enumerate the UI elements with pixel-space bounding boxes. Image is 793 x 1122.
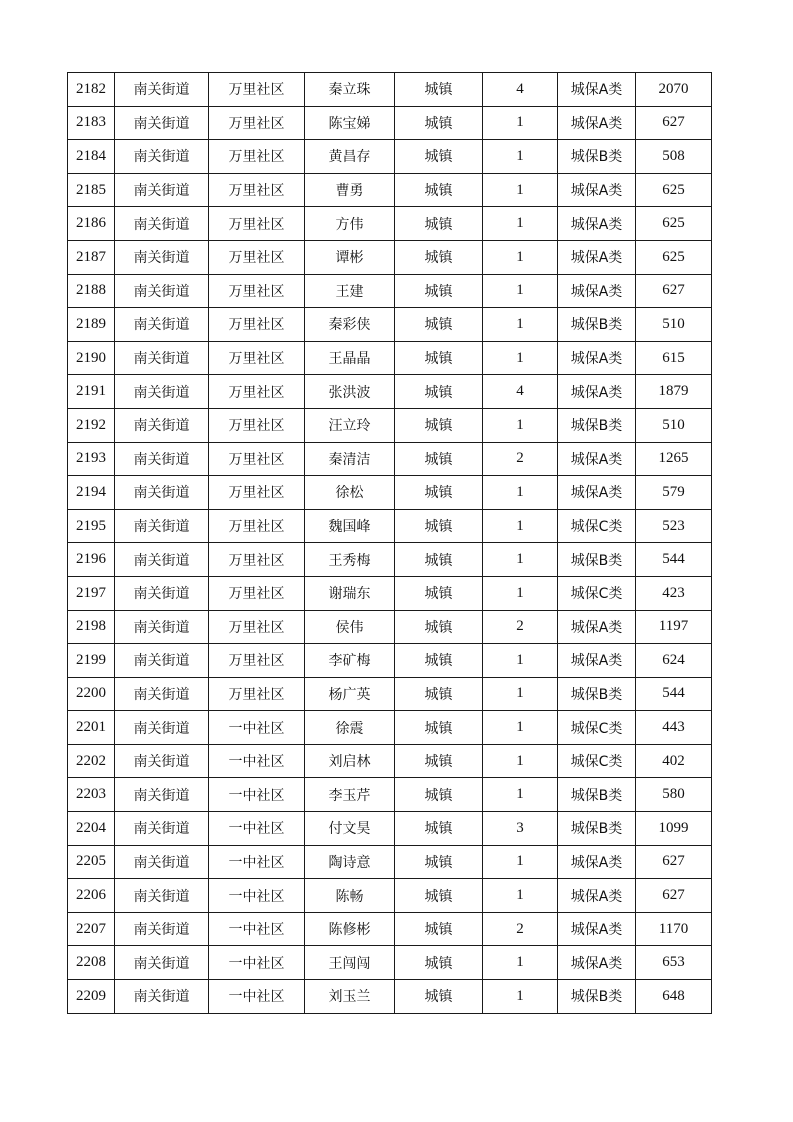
table-row [68, 845, 712, 879]
row-number-cell: 2193 [68, 442, 115, 476]
street-cell: 南关街道 [115, 644, 209, 678]
table-row [68, 140, 712, 174]
community-cell: 万里社区 [209, 476, 305, 510]
household-count-cell: 1 [483, 946, 558, 980]
street-cell: 南关街道 [115, 509, 209, 543]
street-cell: 南关街道 [115, 778, 209, 812]
community-cell: 一中社区 [209, 812, 305, 846]
row-number-cell: 2197 [68, 576, 115, 610]
street-cell: 南关街道 [115, 173, 209, 207]
row-number-cell: 2192 [68, 408, 115, 442]
row-number-cell: 2209 [68, 980, 115, 1014]
person-name-cell: 陈修彬 [305, 912, 395, 946]
household-count-cell: 4 [483, 375, 558, 409]
table-row [68, 308, 712, 342]
amount-cell: 1170 [636, 912, 712, 946]
street-cell: 南关街道 [115, 408, 209, 442]
area-type-cell: 城镇 [395, 711, 483, 745]
insurance-category-cell: 城保B类 [558, 812, 636, 846]
community-cell: 万里社区 [209, 207, 305, 241]
area-type-cell: 城镇 [395, 778, 483, 812]
household-count-cell: 1 [483, 677, 558, 711]
person-name-cell: 王闯闯 [305, 946, 395, 980]
community-cell: 万里社区 [209, 408, 305, 442]
insurance-category-cell: 城保A类 [558, 610, 636, 644]
street-cell: 南关街道 [115, 341, 209, 375]
street-cell: 南关街道 [115, 240, 209, 274]
area-type-cell: 城镇 [395, 812, 483, 846]
area-type-cell: 城镇 [395, 341, 483, 375]
insurance-category-cell: 城保B类 [558, 677, 636, 711]
person-name-cell: 王晶晶 [305, 341, 395, 375]
person-name-cell: 汪立玲 [305, 408, 395, 442]
person-name-cell: 魏国峰 [305, 509, 395, 543]
row-number-cell: 2195 [68, 509, 115, 543]
household-count-cell: 1 [483, 711, 558, 745]
amount-cell: 1879 [636, 375, 712, 409]
street-cell: 南关街道 [115, 543, 209, 577]
table-row [68, 375, 712, 409]
person-name-cell: 陈畅 [305, 879, 395, 913]
row-number-cell: 2205 [68, 845, 115, 879]
household-count-cell: 1 [483, 980, 558, 1014]
row-number-cell: 2207 [68, 912, 115, 946]
street-cell: 南关街道 [115, 879, 209, 913]
row-number-cell: 2202 [68, 744, 115, 778]
area-type-cell: 城镇 [395, 509, 483, 543]
street-cell: 南关街道 [115, 207, 209, 241]
amount-cell: 423 [636, 576, 712, 610]
person-name-cell: 刘启林 [305, 744, 395, 778]
row-number-cell: 2191 [68, 375, 115, 409]
insurance-category-cell: 城保B类 [558, 778, 636, 812]
community-cell: 万里社区 [209, 73, 305, 107]
street-cell: 南关街道 [115, 576, 209, 610]
person-name-cell: 杨广英 [305, 677, 395, 711]
row-number-cell: 2201 [68, 711, 115, 745]
row-number-cell: 2204 [68, 812, 115, 846]
table-row [68, 207, 712, 241]
area-type-cell: 城镇 [395, 240, 483, 274]
household-count-cell: 2 [483, 442, 558, 476]
person-name-cell: 谭彬 [305, 240, 395, 274]
insurance-category-cell: 城保B类 [558, 140, 636, 174]
person-name-cell: 侯伟 [305, 610, 395, 644]
amount-cell: 579 [636, 476, 712, 510]
community-cell: 万里社区 [209, 274, 305, 308]
row-number-cell: 2182 [68, 73, 115, 107]
table-row [68, 912, 712, 946]
insurance-category-cell: 城保A类 [558, 106, 636, 140]
community-cell: 万里社区 [209, 308, 305, 342]
person-name-cell: 李玉芹 [305, 778, 395, 812]
table-row [68, 106, 712, 140]
person-name-cell: 付文昊 [305, 812, 395, 846]
row-number-cell: 2185 [68, 173, 115, 207]
insurance-category-cell: 城保C类 [558, 576, 636, 610]
row-number-cell: 2186 [68, 207, 115, 241]
community-cell: 万里社区 [209, 140, 305, 174]
community-cell: 一中社区 [209, 711, 305, 745]
area-type-cell: 城镇 [395, 408, 483, 442]
amount-cell: 510 [636, 308, 712, 342]
community-cell: 万里社区 [209, 442, 305, 476]
table-row [68, 341, 712, 375]
table-row [68, 644, 712, 678]
table-row [68, 980, 712, 1014]
table-row [68, 610, 712, 644]
household-count-cell: 1 [483, 509, 558, 543]
table-row [68, 744, 712, 778]
street-cell: 南关街道 [115, 106, 209, 140]
amount-cell: 1265 [636, 442, 712, 476]
area-type-cell: 城镇 [395, 543, 483, 577]
household-count-cell: 1 [483, 308, 558, 342]
table-row [68, 543, 712, 577]
household-count-cell: 1 [483, 744, 558, 778]
amount-cell: 615 [636, 341, 712, 375]
community-cell: 万里社区 [209, 644, 305, 678]
row-number-cell: 2203 [68, 778, 115, 812]
person-name-cell: 王秀梅 [305, 543, 395, 577]
household-count-cell: 1 [483, 644, 558, 678]
insurance-category-cell: 城保C类 [558, 744, 636, 778]
area-type-cell: 城镇 [395, 677, 483, 711]
community-cell: 一中社区 [209, 845, 305, 879]
table-row [68, 879, 712, 913]
community-cell: 万里社区 [209, 341, 305, 375]
area-type-cell: 城镇 [395, 946, 483, 980]
household-count-cell: 1 [483, 476, 558, 510]
row-number-cell: 2183 [68, 106, 115, 140]
insurance-category-cell: 城保A类 [558, 341, 636, 375]
community-cell: 万里社区 [209, 375, 305, 409]
amount-cell: 648 [636, 980, 712, 1014]
amount-cell: 1197 [636, 610, 712, 644]
person-name-cell: 谢瑞东 [305, 576, 395, 610]
area-type-cell: 城镇 [395, 173, 483, 207]
street-cell: 南关街道 [115, 73, 209, 107]
community-cell: 万里社区 [209, 677, 305, 711]
household-count-cell: 1 [483, 879, 558, 913]
household-count-cell: 1 [483, 106, 558, 140]
street-cell: 南关街道 [115, 308, 209, 342]
insurance-category-cell: 城保B类 [558, 980, 636, 1014]
community-cell: 一中社区 [209, 744, 305, 778]
amount-cell: 508 [636, 140, 712, 174]
area-type-cell: 城镇 [395, 274, 483, 308]
street-cell: 南关街道 [115, 845, 209, 879]
street-cell: 南关街道 [115, 946, 209, 980]
amount-cell: 627 [636, 274, 712, 308]
table-row [68, 576, 712, 610]
row-number-cell: 2187 [68, 240, 115, 274]
community-cell: 万里社区 [209, 240, 305, 274]
household-count-cell: 1 [483, 173, 558, 207]
area-type-cell: 城镇 [395, 644, 483, 678]
household-count-cell: 4 [483, 73, 558, 107]
insurance-category-cell: 城保A类 [558, 375, 636, 409]
amount-cell: 580 [636, 778, 712, 812]
table-row [68, 73, 712, 107]
household-count-cell: 1 [483, 341, 558, 375]
row-number-cell: 2184 [68, 140, 115, 174]
insurance-category-cell: 城保A类 [558, 274, 636, 308]
amount-cell: 624 [636, 644, 712, 678]
community-cell: 一中社区 [209, 946, 305, 980]
table-row [68, 240, 712, 274]
community-cell: 万里社区 [209, 610, 305, 644]
table-row [68, 509, 712, 543]
area-type-cell: 城镇 [395, 442, 483, 476]
household-count-cell: 3 [483, 812, 558, 846]
table-row [68, 711, 712, 745]
insurance-category-cell: 城保B类 [558, 543, 636, 577]
insurance-category-cell: 城保A类 [558, 476, 636, 510]
insurance-category-cell: 城保A类 [558, 442, 636, 476]
amount-cell: 625 [636, 207, 712, 241]
household-count-cell: 1 [483, 140, 558, 174]
street-cell: 南关街道 [115, 476, 209, 510]
row-number-cell: 2194 [68, 476, 115, 510]
amount-cell: 627 [636, 879, 712, 913]
area-type-cell: 城镇 [395, 476, 483, 510]
household-count-cell: 1 [483, 274, 558, 308]
person-name-cell: 李矿梅 [305, 644, 395, 678]
amount-cell: 1099 [636, 812, 712, 846]
area-type-cell: 城镇 [395, 879, 483, 913]
insurance-category-cell: 城保C类 [558, 711, 636, 745]
benefit-roster-table [67, 72, 712, 1014]
table-row [68, 946, 712, 980]
person-name-cell: 曹勇 [305, 173, 395, 207]
street-cell: 南关街道 [115, 610, 209, 644]
household-count-cell: 1 [483, 845, 558, 879]
area-type-cell: 城镇 [395, 845, 483, 879]
insurance-category-cell: 城保A类 [558, 240, 636, 274]
amount-cell: 443 [636, 711, 712, 745]
person-name-cell: 刘玉兰 [305, 980, 395, 1014]
household-count-cell: 1 [483, 408, 558, 442]
table-row [68, 408, 712, 442]
household-count-cell: 1 [483, 543, 558, 577]
street-cell: 南关街道 [115, 140, 209, 174]
person-name-cell: 秦清洁 [305, 442, 395, 476]
person-name-cell: 陶诗意 [305, 845, 395, 879]
community-cell: 万里社区 [209, 543, 305, 577]
table-row [68, 778, 712, 812]
community-cell: 一中社区 [209, 912, 305, 946]
area-type-cell: 城镇 [395, 610, 483, 644]
person-name-cell: 陈宝娣 [305, 106, 395, 140]
row-number-cell: 2190 [68, 341, 115, 375]
table-row [68, 476, 712, 510]
amount-cell: 653 [636, 946, 712, 980]
street-cell: 南关街道 [115, 442, 209, 476]
person-name-cell: 徐震 [305, 711, 395, 745]
household-count-cell: 2 [483, 912, 558, 946]
area-type-cell: 城镇 [395, 207, 483, 241]
household-count-cell: 1 [483, 207, 558, 241]
amount-cell: 627 [636, 106, 712, 140]
row-number-cell: 2196 [68, 543, 115, 577]
household-count-cell: 2 [483, 610, 558, 644]
area-type-cell: 城镇 [395, 980, 483, 1014]
table-row [68, 442, 712, 476]
amount-cell: 402 [636, 744, 712, 778]
street-cell: 南关街道 [115, 812, 209, 846]
community-cell: 万里社区 [209, 173, 305, 207]
row-number-cell: 2200 [68, 677, 115, 711]
insurance-category-cell: 城保B类 [558, 408, 636, 442]
household-count-cell: 1 [483, 778, 558, 812]
area-type-cell: 城镇 [395, 73, 483, 107]
amount-cell: 625 [636, 240, 712, 274]
street-cell: 南关街道 [115, 711, 209, 745]
community-cell: 一中社区 [209, 980, 305, 1014]
person-name-cell: 王建 [305, 274, 395, 308]
insurance-category-cell: 城保A类 [558, 207, 636, 241]
row-number-cell: 2188 [68, 274, 115, 308]
row-number-cell: 2199 [68, 644, 115, 678]
area-type-cell: 城镇 [395, 375, 483, 409]
community-cell: 一中社区 [209, 778, 305, 812]
area-type-cell: 城镇 [395, 576, 483, 610]
insurance-category-cell: 城保A类 [558, 73, 636, 107]
street-cell: 南关街道 [115, 912, 209, 946]
table-row [68, 677, 712, 711]
community-cell: 万里社区 [209, 576, 305, 610]
community-cell: 万里社区 [209, 106, 305, 140]
area-type-cell: 城镇 [395, 106, 483, 140]
area-type-cell: 城镇 [395, 308, 483, 342]
insurance-category-cell: 城保A类 [558, 946, 636, 980]
insurance-category-cell: 城保C类 [558, 509, 636, 543]
person-name-cell: 黄昌存 [305, 140, 395, 174]
table-row [68, 812, 712, 846]
amount-cell: 523 [636, 509, 712, 543]
insurance-category-cell: 城保A类 [558, 644, 636, 678]
household-count-cell: 1 [483, 240, 558, 274]
person-name-cell: 秦立珠 [305, 73, 395, 107]
street-cell: 南关街道 [115, 375, 209, 409]
community-cell: 万里社区 [209, 509, 305, 543]
street-cell: 南关街道 [115, 980, 209, 1014]
row-number-cell: 2198 [68, 610, 115, 644]
row-number-cell: 2206 [68, 879, 115, 913]
person-name-cell: 方伟 [305, 207, 395, 241]
row-number-cell: 2189 [68, 308, 115, 342]
amount-cell: 510 [636, 408, 712, 442]
household-count-cell: 1 [483, 576, 558, 610]
person-name-cell: 秦彩侠 [305, 308, 395, 342]
insurance-category-cell: 城保A类 [558, 173, 636, 207]
street-cell: 南关街道 [115, 744, 209, 778]
table-row [68, 173, 712, 207]
row-number-cell: 2208 [68, 946, 115, 980]
amount-cell: 625 [636, 173, 712, 207]
insurance-category-cell: 城保A类 [558, 845, 636, 879]
person-name-cell: 徐松 [305, 476, 395, 510]
amount-cell: 544 [636, 543, 712, 577]
amount-cell: 627 [636, 845, 712, 879]
table-row [68, 274, 712, 308]
street-cell: 南关街道 [115, 274, 209, 308]
table-body [68, 73, 712, 1014]
area-type-cell: 城镇 [395, 140, 483, 174]
person-name-cell: 张洪波 [305, 375, 395, 409]
community-cell: 一中社区 [209, 879, 305, 913]
amount-cell: 2070 [636, 73, 712, 107]
insurance-category-cell: 城保A类 [558, 879, 636, 913]
street-cell: 南关街道 [115, 677, 209, 711]
amount-cell: 544 [636, 677, 712, 711]
insurance-category-cell: 城保B类 [558, 308, 636, 342]
area-type-cell: 城镇 [395, 744, 483, 778]
insurance-category-cell: 城保A类 [558, 912, 636, 946]
area-type-cell: 城镇 [395, 912, 483, 946]
